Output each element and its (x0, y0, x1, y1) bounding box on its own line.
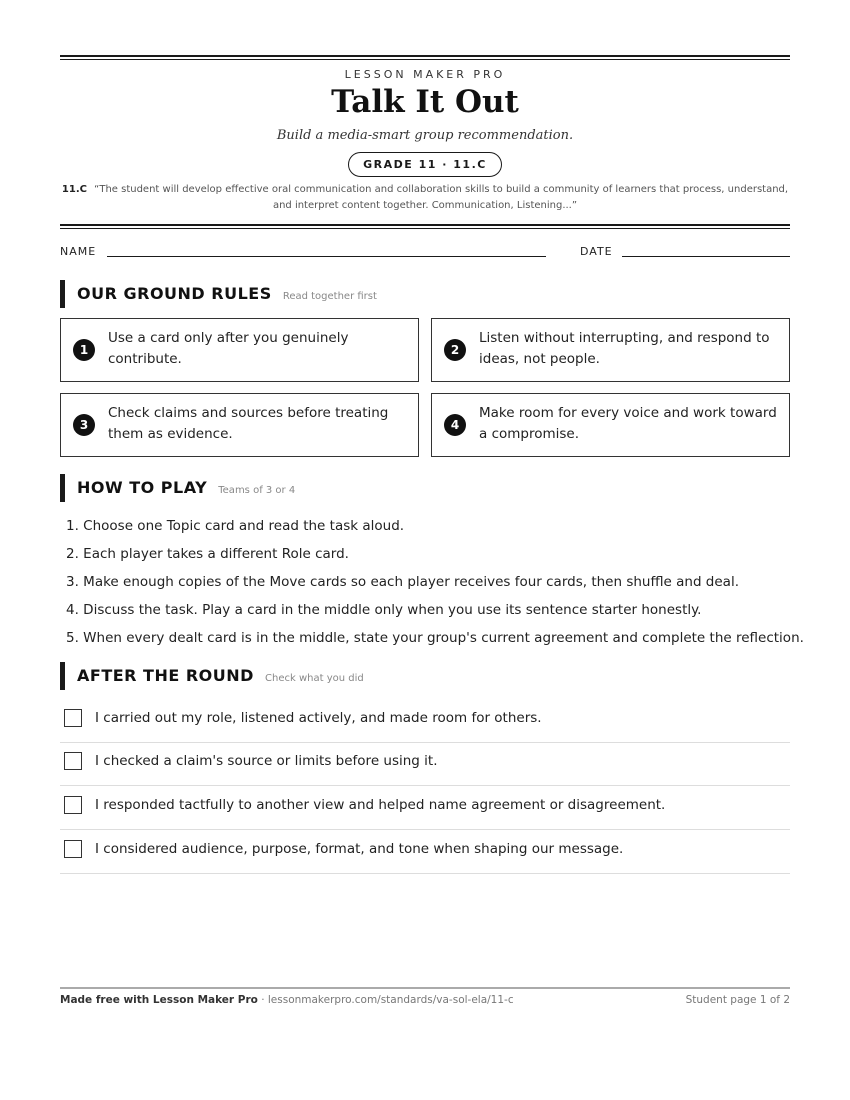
rule-text: Listen without interrupting, and respond to ideas, not people. (479, 330, 770, 367)
step-item: 2. Each player takes a different Role card. (66, 546, 349, 562)
rule-text: Check claims and sources before treating them as evidence. (108, 405, 389, 442)
rule-number-badge: 2 (444, 339, 466, 361)
how-to-play-note: Teams of 3 or 4 (218, 485, 296, 496)
top-double-rule (60, 55, 790, 60)
ground-rules-heading (60, 280, 377, 308)
standard-text: “The student will develop effective oral communication and collaboration skills to build a community of learners that process, understand, and interpret content together. Communication, Listening...” (94, 184, 789, 211)
page-subtitle: Build a media-smart group recommendation. (276, 128, 574, 143)
how-to-play-steps (66, 512, 804, 652)
how-to-play-heading (60, 474, 295, 502)
reflection-text: I considered audience, purpose, format, and tone when shaping our message. (95, 841, 624, 857)
name-label: NAME (60, 245, 97, 258)
reflection-text: I carried out my role, listened actively, and made room for others. (95, 710, 542, 726)
reflection-text: I checked a claim's source or limits before using it. (95, 753, 438, 769)
after-round-heading (60, 662, 364, 690)
footer-page-number: Student page 1 of 2 (685, 994, 790, 1006)
step-item: 3. Make enough copies of the Move cards so each player receives four cards, then shuffle and deal. (66, 574, 739, 590)
step-item: 5. When every dealt card is in the middle, state your group's current agreement and complete the reflection. (66, 630, 804, 646)
reflection-checkbox[interactable] (64, 752, 82, 770)
brand-name: LESSON MAKER PRO (344, 68, 506, 81)
rule-number-badge: 3 (73, 414, 95, 436)
ground-rule-card (431, 393, 790, 457)
footer-made-with: Made free with Lesson Maker Pro (60, 994, 258, 1006)
reflection-item (60, 699, 790, 743)
grade-badge-wrap (60, 152, 790, 177)
reflection-checkbox[interactable] (64, 796, 82, 814)
ground-rule-card (60, 318, 419, 382)
footer-url: · lessonmakerpro.com/standards/va-sol-ela/11-c (257, 994, 514, 1006)
reflection-item (60, 830, 790, 874)
step-item: 1. Choose one Topic card and read the task aloud. (66, 518, 405, 534)
name-date-fields (60, 245, 790, 261)
rule-text: Make room for every voice and work toward a compromise. (479, 405, 777, 442)
rule-number-badge: 1 (73, 339, 95, 361)
page-title: Talk It Out (331, 84, 519, 120)
ground-rules-note: Read together first (282, 291, 377, 302)
reflection-item (60, 786, 790, 830)
reflection-checkbox[interactable] (64, 840, 82, 858)
reflection-checkbox[interactable] (64, 709, 82, 727)
grade-badge: GRADE 11 · 11.C (348, 152, 502, 177)
standard-code: 11.C (61, 184, 87, 195)
footer (60, 994, 790, 1006)
footer-rule (60, 987, 790, 989)
after-round-note: Check what you did (265, 673, 364, 684)
reflection-text: I responded tactfully to another view and helped name agreement or disagreement. (95, 797, 666, 813)
reflection-item (60, 742, 790, 786)
rule-number-badge: 4 (444, 414, 466, 436)
date-field[interactable] (622, 256, 790, 257)
date-label: DATE (580, 245, 613, 258)
standard-description (60, 182, 790, 214)
ground-rules-title: OUR GROUND RULES (77, 284, 272, 303)
worksheet-page (60, 0, 804, 1100)
ground-rule-card (431, 318, 790, 382)
step-item: 4. Discuss the task. Play a card in the middle only when you use its sentence starter honestly. (66, 602, 702, 618)
name-field[interactable] (107, 256, 546, 257)
header-double-rule (60, 224, 790, 229)
rule-text: Use a card only after you genuinely contribute. (108, 330, 349, 367)
ground-rule-card (60, 393, 419, 457)
how-to-play-title: HOW TO PLAY (77, 478, 208, 497)
after-round-title: AFTER THE ROUND (77, 666, 254, 685)
